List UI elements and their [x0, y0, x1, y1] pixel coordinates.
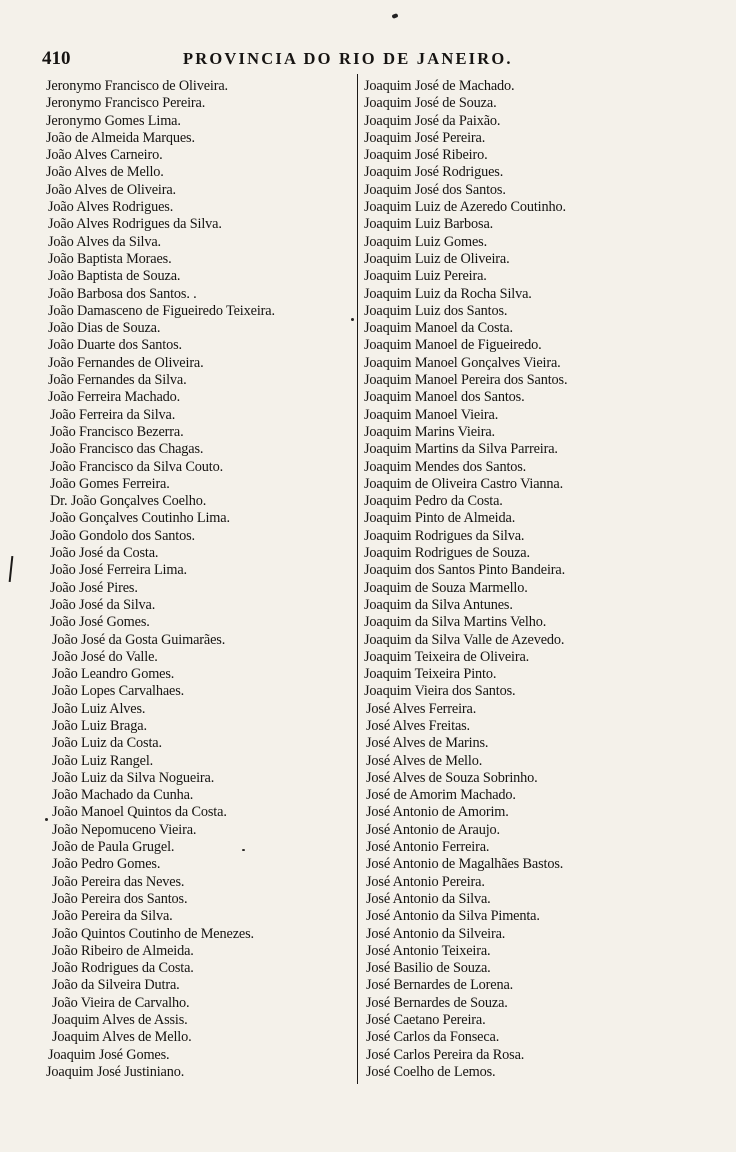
name-entry: João Rodrigues da Costa. [52, 960, 194, 977]
name-entry: Jeronymo Gomes Lima. [46, 112, 181, 129]
name-entry: Joaquim Marins Vieira. [364, 423, 495, 440]
name-entry: Joaquim Teixeira Pinto. [364, 666, 497, 683]
name-entry: João Luiz Alves. [52, 700, 146, 717]
name-entry: Joaquim Rodrigues da Silva. [364, 527, 525, 544]
name-entry: João Pereira dos Santos. [52, 890, 188, 907]
name-entry: João Baptista Moraes. [48, 250, 172, 267]
name-entry: Joaquim José de Souza. [364, 95, 497, 112]
name-entry: Joaquim Luiz dos Santos. [364, 302, 508, 319]
name-entry: João Dias de Souza. [48, 320, 161, 337]
name-entry: José Coelho de Lemos. [366, 1063, 496, 1080]
name-entry: Joaquim Teixeira de Oliveira. [364, 648, 530, 665]
name-entry: Jeronymo Francisco Pereira. [46, 95, 206, 112]
name-entry: João José Gomes. [50, 614, 150, 631]
name-entry: João José da Silva. [50, 596, 156, 613]
name-entry: Joaquim da Silva Valle de Azevedo. [364, 631, 565, 648]
name-entry: João Fernandes da Silva. [48, 372, 187, 389]
name-entry: João Damasceno de Figueiredo Teixeira. [48, 302, 275, 319]
name-entry: João José Pires. [50, 579, 138, 596]
name-entry: João Luiz Rangel. [52, 752, 154, 769]
name-entry: Joaquim Manoel Gonçalves Vieira. [364, 354, 561, 371]
name-entry: João José da Gosta Guimarães. [52, 631, 226, 648]
name-entry: José Alves Ferreira. [366, 700, 477, 717]
name-entry: Dr. João Gonçalves Coelho. [50, 493, 207, 510]
name-entry: João Pereira da Silva. [52, 908, 173, 925]
name-entry: José Caetano Pereira. [366, 1012, 486, 1029]
running-title: PROVINCIA DO RIO DE JANEIRO. [183, 49, 513, 68]
name-entry: José Antonio de Amorim. [366, 804, 509, 821]
name-entry: José Basilio de Souza. [366, 960, 491, 977]
name-entry: João Alves Rodrigues. [48, 199, 174, 216]
name-entry: Joaquim Luiz Gomes. [364, 233, 488, 250]
name-entry: Joaquim Luiz Barbosa. [364, 216, 494, 233]
names-column-left [46, 78, 352, 1081]
name-entry: João Pedro Gomes. [52, 856, 161, 873]
name-entry: João Lopes Carvalhaes. [52, 683, 185, 700]
name-entry: José Antonio da Silva Pimenta. [366, 908, 540, 925]
name-entry: Joaquim Manoel Vieira. [364, 406, 499, 423]
name-entry: João Quintos Coutinho de Menezes. [52, 925, 254, 942]
name-entry: João Francisco da Silva Couto. [50, 458, 223, 475]
name-entry: Joaquim Luiz Pereira. [364, 268, 487, 285]
name-entry: Joaquim José Pereira. [364, 129, 486, 146]
name-entry: João José Ferreira Lima. [50, 562, 187, 579]
name-entry: Joaquim Luiz da Rocha Silva. [364, 285, 532, 302]
column-divider [357, 74, 358, 1084]
name-entry: José Antonio da Silveira. [366, 925, 506, 942]
page-header [42, 48, 562, 70]
name-entry: Joaquim José Rodrigues. [364, 164, 504, 181]
name-entry: Joaquim Vieira dos Santos. [364, 683, 516, 700]
name-entry: José Carlos da Fonseca. [366, 1029, 500, 1046]
name-entry: Joaquim Manoel da Costa. [364, 320, 513, 337]
name-entry: Joaquim José da Paixão. [364, 112, 501, 129]
name-entry: Joaquim José Gomes. [48, 1046, 170, 1063]
name-entry: José Antonio de Magalhães Bastos. [366, 856, 564, 873]
name-entry: José Bernardes de Souza. [366, 994, 508, 1011]
name-entry: João Gondolo dos Santos. [50, 527, 195, 544]
name-entry: Joaquim Martins da Silva Parreira. [364, 441, 558, 458]
name-entry: José Alves Freitas. [366, 717, 470, 734]
name-entry: José Alves de Mello. [366, 752, 483, 769]
name-entry: João Ferreira Machado. [48, 389, 181, 406]
name-entry: João Francisco Bezerra. [50, 423, 184, 440]
name-entry: Joaquim de Souza Marmello. [364, 579, 528, 596]
name-entry: Joaquim Mendes dos Santos. [364, 458, 527, 475]
name-entry: José de Amorim Machado. [366, 787, 516, 804]
margin-mark [9, 556, 14, 582]
name-entry: Joaquim Manoel de Figueiredo. [364, 337, 542, 354]
name-entry: João Ribeiro de Almeida. [52, 942, 194, 959]
name-entry: Joaquim José Justiniano. [46, 1063, 185, 1080]
name-entry: João Barbosa dos Santos. . [48, 285, 197, 302]
name-entry: João José do Valle. [52, 648, 158, 665]
name-entry: José Antonio Pereira. [366, 873, 485, 890]
name-entry: José Alves de Souza Sobrinho. [366, 769, 538, 786]
name-entry: João Alves Carneiro. [46, 147, 163, 164]
name-entry: José Bernardes de Lorena. [366, 977, 514, 994]
name-entry: Joaquim Luiz de Oliveira. [364, 250, 510, 267]
name-entry: João Alves da Silva. [48, 233, 161, 250]
name-entry: João Alves de Mello. [46, 164, 164, 181]
name-entry: João de Almeida Marques. [46, 129, 195, 146]
name-entry: Joaquim da Silva Antunes. [364, 596, 513, 613]
name-entry: José Antonio da Silva. [366, 890, 491, 907]
name-entry: Joaquim de Oliveira Castro Vianna. [364, 475, 564, 492]
name-entry: Joaquim Pedro da Costa. [364, 493, 503, 510]
name-entry: Joaquim Pinto de Almeida. [364, 510, 516, 527]
name-entry: Joaquim Alves de Mello. [52, 1029, 192, 1046]
name-entry: João Baptista de Souza. [48, 268, 181, 285]
name-entry: Joaquim da Silva Martins Velho. [364, 614, 547, 631]
name-entry: João Gomes Ferreira. [50, 475, 170, 492]
page-number: 410 [42, 48, 71, 69]
name-entry: Joaquim Manoel dos Santos. [364, 389, 525, 406]
name-entry: João da Silveira Dutra. [52, 977, 180, 994]
name-entry: João Fernandes de Oliveira. [48, 354, 204, 371]
name-entry: João de Paula Grugel. [52, 839, 175, 856]
name-entry: Joaquim José dos Santos. [364, 181, 506, 198]
name-entry: João Ferreira da Silva. [50, 406, 176, 423]
name-entry: João Francisco das Chagas. [50, 441, 204, 458]
names-column-right [364, 78, 680, 1081]
name-entry: José Antonio Ferreira. [366, 839, 490, 856]
name-entry: João Leandro Gomes. [52, 666, 175, 683]
name-entry: Joaquim Manoel Pereira dos Santos. [364, 372, 568, 389]
name-entry: João Gonçalves Coutinho Lima. [50, 510, 230, 527]
name-entry: Joaquim José Ribeiro. [364, 147, 488, 164]
name-entry: João Nepomuceno Vieira. [52, 821, 197, 838]
name-entry: José Antonio de Araujo. [366, 821, 500, 838]
name-entry: José Antonio Teixeira. [366, 942, 491, 959]
name-entry: João Machado da Cunha. [52, 787, 194, 804]
name-entry: João Luiz Braga. [52, 717, 147, 734]
name-entry: José Alves de Marins. [366, 735, 489, 752]
name-entry: João Alves de Oliveira. [46, 181, 176, 198]
name-entry: João Luiz da Silva Nogueira. [52, 769, 215, 786]
name-entry: João Manoel Quintos da Costa. [52, 804, 227, 821]
name-entry: Joaquim José de Machado. [364, 78, 515, 94]
name-entry: João Vieira de Carvalho. [52, 994, 190, 1011]
name-entry: Jeronymo Francisco de Oliveira. [46, 78, 228, 94]
name-entry: João Duarte dos Santos. [48, 337, 182, 354]
name-entry: Joaquim Luiz de Azeredo Coutinho. [364, 199, 566, 216]
name-entry: João José da Costa. [50, 545, 159, 562]
ink-speck [391, 13, 398, 19]
name-entry: João Alves Rodrigues da Silva. [48, 216, 222, 233]
name-entry: João Luiz da Costa. [52, 735, 162, 752]
name-entry: José Carlos Pereira da Rosa. [366, 1046, 525, 1063]
name-entry: Joaquim dos Santos Pinto Bandeira. [364, 562, 566, 579]
name-entry: João Pereira das Neves. [52, 873, 185, 890]
name-entry: Joaquim Alves de Assis. [52, 1012, 188, 1029]
name-entry: Joaquim Rodrigues de Souza. [364, 545, 530, 562]
